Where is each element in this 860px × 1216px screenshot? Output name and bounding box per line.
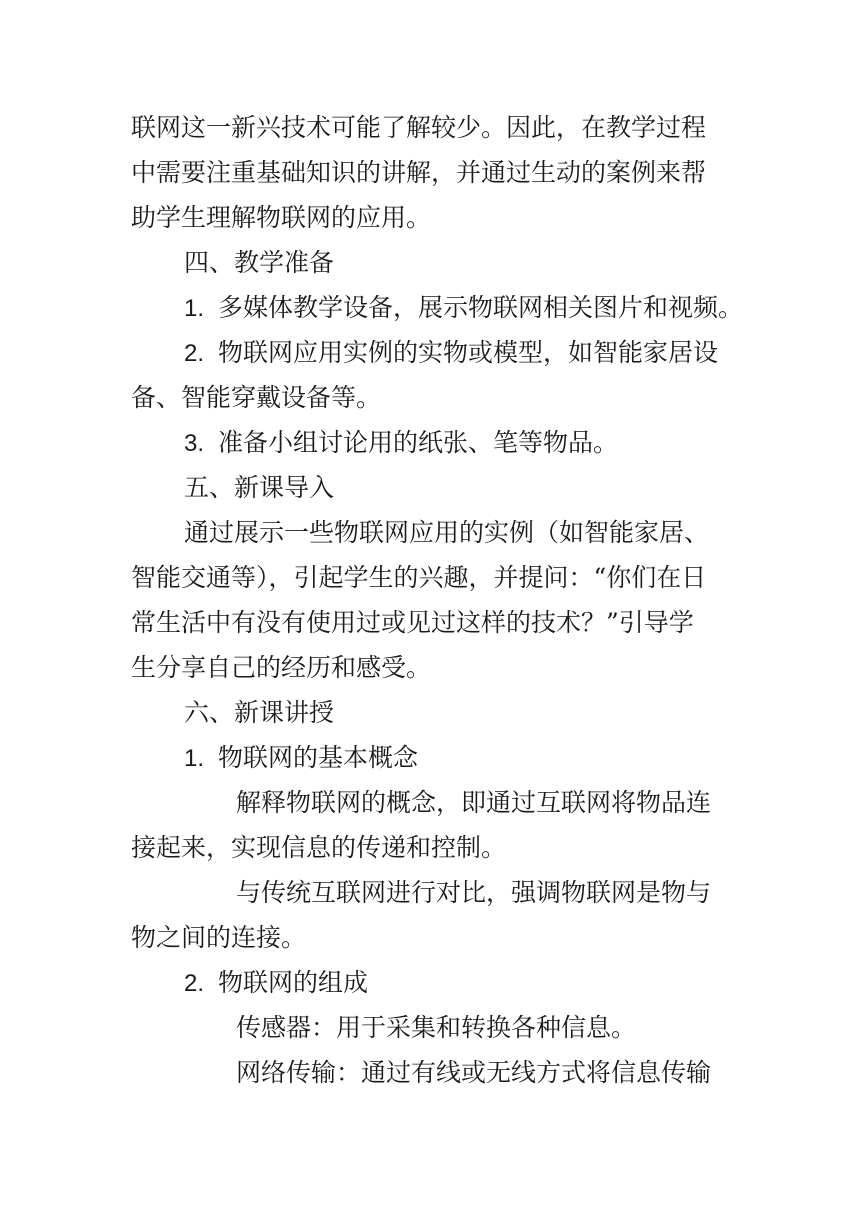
text-line: 中需要注重基础知识的讲解，并通过生动的案例来帮 [131, 158, 707, 187]
text-line: 传感器：用于采集和转换各种信息。 [236, 1013, 637, 1042]
heading-text: 五、新课导入 [184, 473, 335, 502]
heading-text: 四、教学准备 [184, 248, 335, 277]
list-number: 2. [184, 970, 205, 997]
text-line: 常生活中有没有使用过或见过这样的技术？”引导学 [131, 608, 694, 637]
text-line: 物之间的连接。 [131, 923, 307, 952]
paragraph-line [0, 645, 860, 691]
text-line: 解释物联网的概念，即通过互联网将物品连 [236, 788, 712, 817]
list-item [0, 330, 860, 376]
section-heading-5 [0, 465, 860, 511]
paragraph-line [0, 870, 860, 916]
text-line: 备、智能穿戴设备等。 [131, 383, 382, 412]
list-number: 3. [184, 430, 205, 457]
list-number: 2. [184, 340, 205, 367]
paragraph-line [0, 1005, 860, 1051]
text-line: 生分享自己的经历和感受。 [131, 653, 432, 682]
paragraph-line [0, 1050, 860, 1096]
section-heading-6 [0, 690, 860, 736]
text-line: 接起来，实现信息的传递和控制。 [131, 833, 507, 862]
text-line: 联网这一新兴技术可能了解较少。因此，在教学过程 [131, 113, 707, 142]
list-item [0, 420, 860, 466]
text-line: 助学生理解物联网的应用。 [131, 203, 432, 232]
list-number: 1. [184, 295, 205, 322]
paragraph-line [0, 195, 860, 241]
list-item-continuation [0, 375, 860, 421]
paragraph-line [0, 150, 860, 196]
text-line: 网络传输：通过有线或无线方式将信息传输 [236, 1058, 712, 1087]
paragraph-line [0, 825, 860, 871]
paragraph-line [0, 510, 860, 556]
list-item-text: 物联网应用实例的实物或模型，如智能家居设 [218, 338, 719, 367]
text-line: 与传统互联网进行对比，强调物联网是物与 [236, 878, 712, 907]
section-heading-4 [0, 240, 860, 286]
paragraph-line [0, 780, 860, 826]
paragraph-line [0, 105, 860, 151]
list-item-text: 物联网的组成 [218, 968, 369, 997]
list-item [0, 960, 860, 1006]
list-item [0, 285, 860, 331]
list-item-text: 准备小组讨论用的纸张、笔等物品。 [218, 428, 619, 457]
paragraph-line [0, 600, 860, 646]
list-item-text: 物联网的基本概念 [218, 743, 419, 772]
list-number: 1. [184, 745, 205, 772]
list-item-text: 多媒体教学设备，展示物联网相关图片和视频。 [218, 293, 744, 322]
text-line: 智能交通等），引起学生的兴趣，并提问：“你们在日 [131, 563, 707, 592]
heading-text: 六、新课讲授 [184, 698, 335, 727]
paragraph-line [0, 555, 860, 601]
list-item [0, 735, 860, 781]
text-line: 通过展示一些物联网应用的实例（如智能家居、 [184, 518, 710, 547]
paragraph-line [0, 915, 860, 961]
